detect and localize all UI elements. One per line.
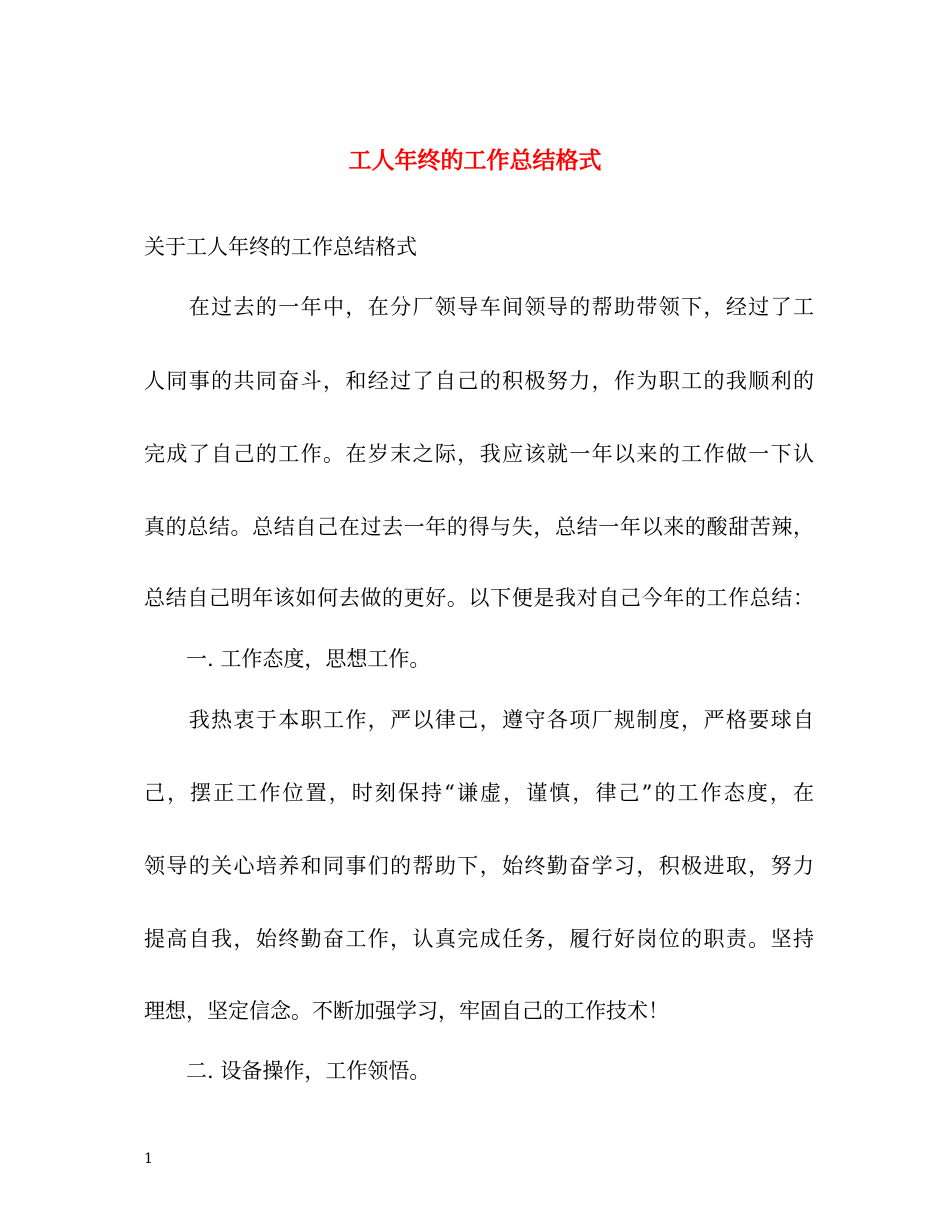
page-number: 1 xyxy=(144,1151,153,1167)
document-title: 工人年终的工作总结格式 xyxy=(348,147,602,174)
body-line: 人同事的共同奋斗，和经过了自己的积极努力，作为职工的我顺利的 xyxy=(144,369,814,393)
body-line: 提高自我，始终勤奋工作，认真完成任务，履行好岗位的职责。坚持 xyxy=(144,927,814,951)
section-heading: 二. 设备操作，工作领悟。 xyxy=(144,1059,431,1083)
body-line: 真的总结。总结自己在过去一年的得与失，总结一年以来的酸甜苦辣， xyxy=(144,515,814,539)
body-line: 在过去的一年中，在分厂领导车间领导的帮助带领下，经过了工 xyxy=(144,295,814,319)
body-line: 领导的关心培养和同事们的帮助下，始终勤奋学习，积极进取，努力 xyxy=(144,854,814,878)
section-heading: 一. 工作态度，思想工作。 xyxy=(144,647,431,671)
body-line: 总结自己明年该如何去做的更好。以下便是我对自己今年的工作总结： xyxy=(144,586,814,610)
body-line: 理想，坚定信念。不断加强学习，牢固自己的工作技术！ xyxy=(144,999,669,1023)
subtitle-line: 关于工人年终的工作总结格式 xyxy=(144,235,417,259)
body-line: 我热衷于本职工作，严以律己，遵守各项厂规制度，严格要球自 xyxy=(144,708,814,732)
body-line: 完成了自己的工作。在岁末之际，我应该就一年以来的工作做一下认 xyxy=(144,442,814,466)
body-line: 己，摆正工作位置，时刻保持“谦虚，谨慎，律己”的工作态度，在 xyxy=(144,781,814,805)
